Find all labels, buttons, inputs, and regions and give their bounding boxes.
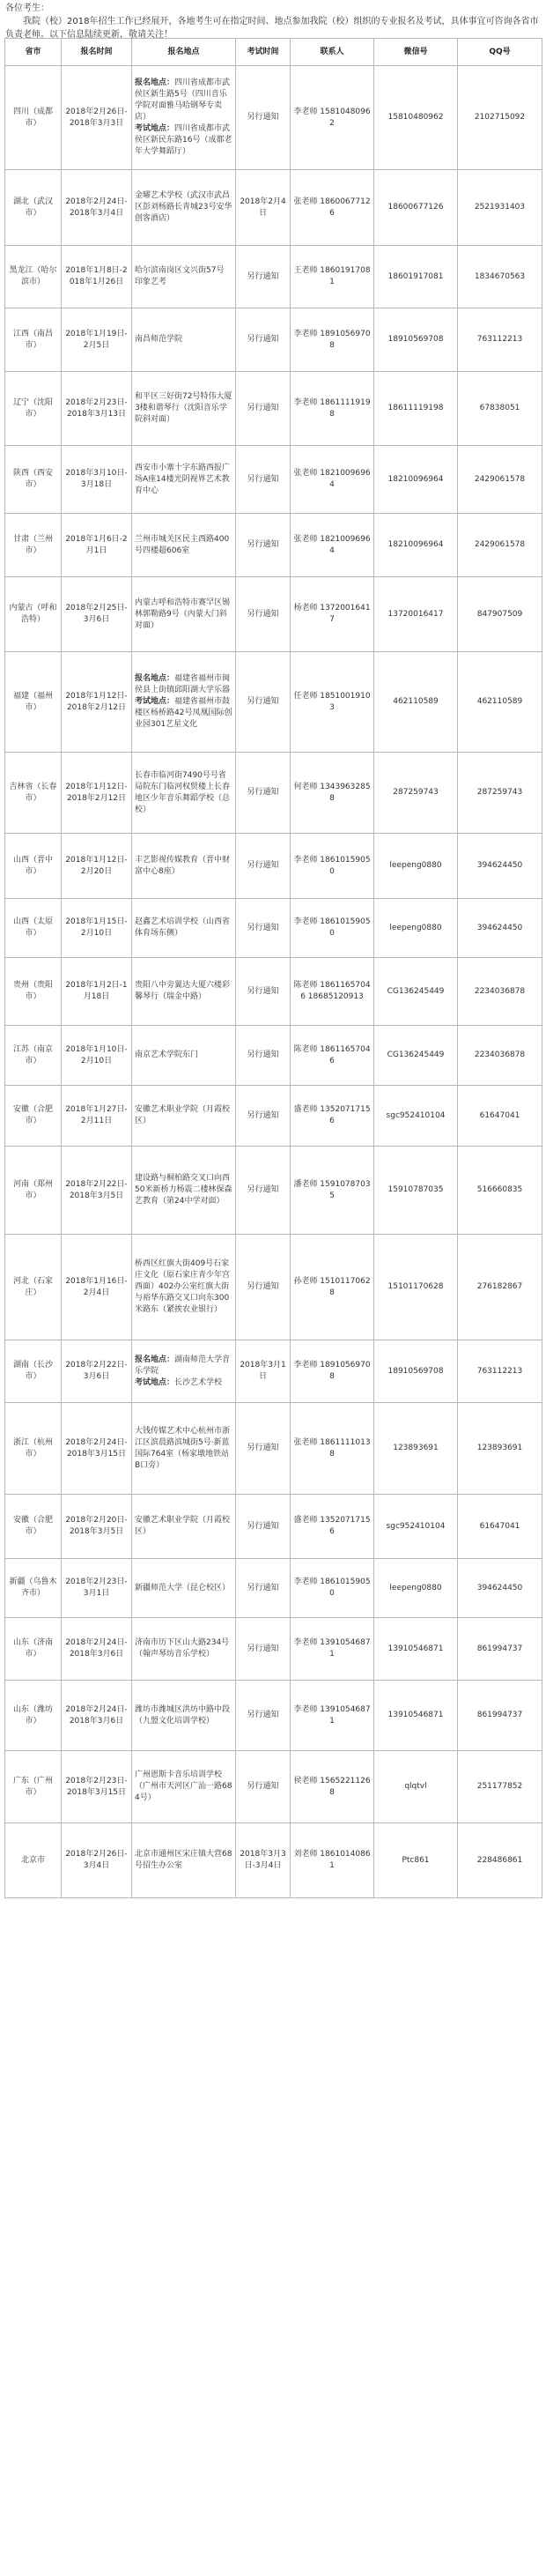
cell-city: 贵州（贵阳市）	[5, 958, 62, 1026]
cell-qq: 394624450	[458, 834, 542, 899]
address-text: 大钱传媒艺术中心杭州市浙江区滨晨路滨城街5号·新蓝国际764室（杨家墩地铁站B口旁）	[135, 1426, 231, 1470]
cell-reg-time: 2018年1月12日-2月20日	[62, 834, 132, 899]
cell-city: 甘肃（兰州市）	[5, 514, 62, 577]
cell-reg-place	[132, 1086, 236, 1147]
cell-city: 湖南（长沙市）	[5, 1340, 62, 1403]
address-text: 长春市临河街7490号号省局院东门临河权贸楼上长春地区少年音乐舞蹈学校（总校）	[135, 770, 231, 814]
cell-qq: 847907509	[458, 577, 542, 652]
cell-exam-time: 另行通知	[236, 1403, 291, 1495]
table-row	[5, 577, 542, 652]
cell-qq: 861994737	[458, 1681, 542, 1751]
address-line	[135, 917, 232, 939]
address-line	[135, 673, 232, 696]
cell-reg-place	[132, 958, 236, 1026]
header-city: 省市	[5, 39, 62, 66]
table-row	[5, 958, 542, 1026]
cell-qq: 228486861	[458, 1823, 542, 1898]
table-row	[5, 66, 542, 170]
cell-reg-time: 2018年1月12日-2018年2月12日	[62, 753, 132, 834]
cell-reg-place	[132, 834, 236, 899]
cell-reg-time: 2018年2月23日-3月1日	[62, 1559, 132, 1618]
address-line	[135, 1173, 232, 1207]
cell-wechat: 13910546871	[374, 1681, 458, 1751]
cell-reg-time: 2018年1月16日-2月4日	[62, 1235, 132, 1340]
table-row	[5, 1823, 542, 1898]
cell-contact: 张老师 18210096964	[291, 446, 374, 514]
cell-wechat: 18910569708	[374, 1340, 458, 1403]
address-text: 安徽艺术职业学院（月霞校区）	[135, 1516, 231, 1536]
cell-reg-time: 2018年1月10日-2月10日	[62, 1026, 132, 1086]
cell-reg-place	[132, 1403, 236, 1495]
cell-reg-time: 2018年2月24日-2018年3月6日	[62, 1681, 132, 1751]
cell-reg-place	[132, 446, 236, 514]
cell-city: 四川（成都市）	[5, 66, 62, 170]
cell-reg-time: 2018年2月24日-2018年3月6日	[62, 1618, 132, 1681]
cell-qq: 394624450	[458, 1559, 542, 1618]
cell-wechat: sgc952410104	[374, 1086, 458, 1147]
cell-contact: 任老师 18510019103	[291, 652, 374, 753]
table-row	[5, 753, 542, 834]
cell-reg-place	[132, 577, 236, 652]
address-line	[135, 598, 232, 632]
address-line	[135, 1377, 232, 1389]
cell-qq: 287259743	[458, 753, 542, 834]
address-text: 丰艺影视传媒教育（晋中财富中心8座）	[135, 855, 231, 876]
address-text: 湖南师范大学音乐学院	[135, 1355, 231, 1376]
address-line	[135, 855, 232, 878]
cell-reg-place	[132, 899, 236, 958]
cell-exam-time: 另行通知	[236, 66, 291, 170]
cell-exam-time: 另行通知	[236, 1681, 291, 1751]
cell-qq: 61647041	[458, 1086, 542, 1147]
address-text: 内蒙古呼和浩特市赛罕区锡林郭勒路9号（內蒙大门斜对面）	[135, 598, 231, 630]
cell-city: 北京市	[5, 1823, 62, 1898]
address-label: 报名地点：	[135, 1355, 175, 1364]
address-line	[135, 1258, 232, 1316]
cell-city: 黑龙江（哈尔滨市）	[5, 246, 62, 308]
cell-qq: 2429061578	[458, 446, 542, 514]
cell-exam-time: 另行通知	[236, 577, 291, 652]
cell-exam-time: 另行通知	[236, 1618, 291, 1681]
cell-contact: 李老师 18610159050	[291, 899, 374, 958]
address-text: 西安市小寨十字东路西报广场A座14楼光阴视界艺术教育中心	[135, 463, 231, 495]
cell-reg-time: 2018年2月22日-2018年3月5日	[62, 1147, 132, 1235]
table-row	[5, 652, 542, 753]
table-row	[5, 1403, 542, 1495]
cell-city: 山西（晋中市）	[5, 834, 62, 899]
cell-wechat: leepeng0880	[374, 899, 458, 958]
cell-wechat: 18600677126	[374, 170, 458, 246]
cell-exam-time: 2018年2月4日	[236, 170, 291, 246]
cell-reg-time: 2018年1月12日-2018年2月12日	[62, 652, 132, 753]
cell-contact: 陈老师 18611657046	[291, 1026, 374, 1086]
address-line	[135, 190, 232, 225]
cell-city: 安徽（合肥市）	[5, 1086, 62, 1147]
table-row	[5, 1147, 542, 1235]
cell-city: 安徽（合肥市）	[5, 1495, 62, 1559]
cell-wechat: 15101170628	[374, 1235, 458, 1340]
cell-contact: 李老师 18610159050	[291, 1559, 374, 1618]
table-row	[5, 1235, 542, 1340]
address-label: 考试地点：	[135, 1377, 175, 1387]
cell-city: 内蒙古（呼和浩特）	[5, 577, 62, 652]
cell-wechat: Ptc861	[374, 1823, 458, 1898]
table-row	[5, 308, 542, 372]
table-header-row	[5, 39, 542, 66]
address-text: 和平区三好街72号特伟大厦3楼和谐琴行（沈阳音乐学院斜对面）	[135, 392, 232, 424]
cell-contact: 张老师 18210096964	[291, 514, 374, 577]
address-text: 南昌师范学院	[135, 335, 183, 344]
cell-contact: 盛老师 13520717156	[291, 1086, 374, 1147]
cell-reg-time: 2018年3月10日-3月18日	[62, 446, 132, 514]
table-row	[5, 1026, 542, 1086]
table-row	[5, 1495, 542, 1559]
header-wechat: 微信号	[374, 39, 458, 66]
cell-exam-time: 另行通知	[236, 1235, 291, 1340]
cell-reg-place	[132, 1495, 236, 1559]
address-line	[135, 265, 232, 288]
address-text: 福建省福州市鼓楼区杨桥路42号凤凰国际创业园301艺星文化	[135, 697, 232, 729]
cell-city: 江苏（南京市）	[5, 1026, 62, 1086]
cell-contact: 李老师 18910569708	[291, 1340, 374, 1403]
cell-reg-time: 2018年2月24日-2018年3月15日	[62, 1403, 132, 1495]
cell-city: 浙江（杭州市）	[5, 1403, 62, 1495]
address-line	[135, 1583, 232, 1594]
address-text: 济南市历下区山大路234号（翰声琴坊音乐学校）	[135, 1638, 230, 1659]
cell-qq: 123893691	[458, 1403, 542, 1495]
cell-reg-place	[132, 308, 236, 372]
cell-exam-time: 另行通知	[236, 308, 291, 372]
cell-contact: 杨老师 13720016417	[291, 577, 374, 652]
address-line	[135, 1770, 232, 1804]
cell-exam-time: 另行通知	[236, 753, 291, 834]
address-line	[135, 1050, 232, 1061]
cell-wechat: 15910787035	[374, 1147, 458, 1235]
address-text: 金曜艺术学校（武汉市武昌区彭刘杨路长青城23号安华创客酒店）	[135, 191, 232, 223]
cell-city: 福建（福州市）	[5, 652, 62, 753]
table-row	[5, 1559, 542, 1618]
address-text: 建设路与桐柏路交叉口向西50米新桥力杨震二楼林保森艺教育（第24中学对面）	[135, 1174, 232, 1206]
table-row	[5, 899, 542, 958]
address-text: 贵阳八中旁翼达大厦六楼彩馨琴行（瑞金中路）	[135, 981, 231, 1001]
cell-exam-time: 另行通知	[236, 446, 291, 514]
cell-wechat: qlqtvl	[374, 1751, 458, 1823]
cell-contact: 何老师 13439632858	[291, 753, 374, 834]
recruitment-table	[4, 38, 542, 1898]
cell-contact: 李老师 18910569708	[291, 308, 374, 372]
cell-reg-place	[132, 1340, 236, 1403]
address-line	[135, 1104, 232, 1127]
cell-reg-time: 2018年1月8日-2018年1月26日	[62, 246, 132, 308]
table-row	[5, 170, 542, 246]
table-row	[5, 446, 542, 514]
cell-exam-time: 另行通知	[236, 1086, 291, 1147]
cell-qq: 394624450	[458, 899, 542, 958]
address-line	[135, 1515, 232, 1538]
cell-exam-time: 另行通知	[236, 246, 291, 308]
cell-wechat: 13910546871	[374, 1618, 458, 1681]
cell-reg-time: 2018年2月22日-3月6日	[62, 1340, 132, 1403]
cell-qq: 861994737	[458, 1618, 542, 1681]
address-text: 兰州市城关区民主西路400号四楼超606室	[135, 534, 230, 555]
cell-reg-place	[132, 1235, 236, 1340]
address-text: 四川省成都市武侯区新生路5号（四川音乐学院对面雅马哈钢琴专卖店）	[135, 78, 231, 122]
cell-qq: 67838051	[458, 372, 542, 446]
cell-wechat: leepeng0880	[374, 1559, 458, 1618]
address-text: 新疆师范大学（昆仑校区）	[135, 1583, 231, 1592]
cell-reg-time: 2018年2月23日-2018年3月13日	[62, 372, 132, 446]
cell-exam-time: 另行通知	[236, 1559, 291, 1618]
address-text: 广州恩斯卡音乐培训学校（广州市天河区广汕一路684号）	[135, 1771, 232, 1802]
address-line	[135, 1426, 232, 1472]
cell-contact: 盛老师 13520717156	[291, 1495, 374, 1559]
cell-reg-place	[132, 1751, 236, 1823]
address-line	[135, 1355, 232, 1377]
address-line	[135, 534, 232, 557]
cell-contact: 王老师 18601917081	[291, 246, 374, 308]
cell-qq: 2429061578	[458, 514, 542, 577]
cell-wechat: 13720016417	[374, 577, 458, 652]
cell-wechat: leepeng0880	[374, 834, 458, 899]
cell-contact: 张老师 18611110138	[291, 1403, 374, 1495]
cell-contact: 李老师 18610159050	[291, 834, 374, 899]
cell-contact: 陈老师 18611657046 18685120913	[291, 958, 374, 1026]
address-line	[135, 980, 232, 1003]
cell-qq: 2234036878	[458, 958, 542, 1026]
table-row	[5, 1086, 542, 1147]
intro-body: 我院（校）2018年招生工作已经展开，各地考生可在指定时间、地点参加我院（校）组织的专业报名及考试，具体事宜可咨询各省市负责老师。以下信息陆续更新，敬请关注！	[5, 17, 539, 40]
address-text: 四川省成都市武侯区新民东路16号（成都老年大学舞蹈厅）	[135, 124, 232, 156]
table-row	[5, 1340, 542, 1403]
cell-exam-time: 另行通知	[236, 514, 291, 577]
header-contact: 联系人	[291, 39, 374, 66]
cell-reg-place	[132, 652, 236, 753]
cell-reg-place	[132, 66, 236, 170]
table-row	[5, 834, 542, 899]
cell-wechat: CG136245449	[374, 958, 458, 1026]
cell-reg-time: 2018年2月23日-2018年3月15日	[62, 1751, 132, 1823]
cell-wechat: CG136245449	[374, 1026, 458, 1086]
cell-qq: 276182867	[458, 1235, 542, 1340]
table-row	[5, 1681, 542, 1751]
cell-contact: 李老师 15810480962	[291, 66, 374, 170]
address-text: 北京市通州区宋庄镇大营68号招生办公室	[135, 1850, 232, 1870]
cell-reg-place	[132, 372, 236, 446]
address-line	[135, 1849, 232, 1872]
cell-city: 湖北（武汉市）	[5, 170, 62, 246]
cell-wechat: 287259743	[374, 753, 458, 834]
address-label: 考试地点：	[135, 124, 175, 133]
cell-city: 山西（太原市）	[5, 899, 62, 958]
cell-contact: 李老师 18611119198	[291, 372, 374, 446]
address-text: 长沙艺术学校	[174, 1377, 223, 1387]
cell-qq: 763112213	[458, 1340, 542, 1403]
cell-reg-place	[132, 246, 236, 308]
intro	[0, 0, 546, 38]
cell-qq: 251177852	[458, 1751, 542, 1823]
cell-reg-time: 2018年2月26日-2018年3月3日	[62, 66, 132, 170]
address-line	[135, 696, 232, 731]
cell-qq: 2234036878	[458, 1026, 542, 1086]
cell-contact: 孙老师 15101170628	[291, 1235, 374, 1340]
cell-exam-time: 另行通知	[236, 1147, 291, 1235]
cell-qq: 1834670563	[458, 246, 542, 308]
cell-wechat: sgc952410104	[374, 1495, 458, 1559]
cell-contact: 李老师 13910546871	[291, 1681, 374, 1751]
table-row	[5, 1618, 542, 1681]
cell-reg-place	[132, 1681, 236, 1751]
cell-exam-time: 另行通知	[236, 958, 291, 1026]
cell-reg-place	[132, 1559, 236, 1618]
cell-exam-time: 另行通知	[236, 1026, 291, 1086]
cell-wechat: 18210096964	[374, 446, 458, 514]
address-label: 报名地点：	[135, 674, 175, 683]
address-line	[135, 1637, 232, 1660]
cell-reg-time: 2018年2月20日-2018年3月5日	[62, 1495, 132, 1559]
cell-city: 山东（潍坊市）	[5, 1681, 62, 1751]
cell-contact: 潘老师 15910787035	[291, 1147, 374, 1235]
table-row	[5, 1751, 542, 1823]
cell-reg-place	[132, 1026, 236, 1086]
cell-exam-time: 2018年3月1日	[236, 1340, 291, 1403]
cell-exam-time: 另行通知	[236, 834, 291, 899]
address-text: 桥西区红旗大街409号石家庄文化（原石家庄青少年宫西面）402办公室红旗大街与裕华东路交叉口向东300米路东（紧挨农业银行）	[135, 1259, 231, 1314]
cell-qq: 462110589	[458, 652, 542, 753]
cell-exam-time: 另行通知	[236, 372, 291, 446]
address-label: 考试地点：	[135, 697, 175, 706]
cell-city: 新疆（乌鲁木齐市）	[5, 1559, 62, 1618]
address-line	[135, 78, 232, 123]
table-row	[5, 246, 542, 308]
cell-reg-place	[132, 753, 236, 834]
cell-qq: 61647041	[458, 1495, 542, 1559]
table-row	[5, 372, 542, 446]
cell-wechat: 462110589	[374, 652, 458, 753]
cell-city: 陕西（西安市）	[5, 446, 62, 514]
cell-exam-time: 另行通知	[236, 1751, 291, 1823]
cell-reg-time: 2018年2月24日-2018年3月4日	[62, 170, 132, 246]
address-line	[135, 463, 232, 497]
address-line	[135, 123, 232, 158]
cell-reg-time: 2018年1月2日-1月18日	[62, 958, 132, 1026]
address-text: 哈尔滨南岗区文兴街57号 印象艺考	[135, 266, 225, 286]
cell-city: 广东（广州市）	[5, 1751, 62, 1823]
address-line	[135, 391, 232, 426]
cell-qq: 763112213	[458, 308, 542, 372]
header-reg-place: 报名地点	[132, 39, 236, 66]
address-text: 安徽艺术职业学院（月霞校区）	[135, 1105, 231, 1125]
address-line	[135, 770, 232, 816]
cell-reg-place	[132, 1823, 236, 1898]
address-text: 潍坊市潍城区洪坊中路中段（九盟文化培训学校）	[135, 1704, 231, 1726]
address-line	[135, 334, 232, 345]
greeting: 各位考生：	[5, 4, 49, 13]
cell-reg-time: 2018年1月6日-2月1日	[62, 514, 132, 577]
cell-reg-time: 2018年2月25日-3月6日	[62, 577, 132, 652]
header-reg-time: 报名时间	[62, 39, 132, 66]
table-row	[5, 514, 542, 577]
cell-contact: 侯老师 15652211268	[291, 1751, 374, 1823]
cell-reg-time: 2018年1月15日-2月10日	[62, 899, 132, 958]
address-line	[135, 1704, 232, 1727]
cell-wechat: 15810480962	[374, 66, 458, 170]
cell-exam-time: 另行通知	[236, 1495, 291, 1559]
cell-wechat: 123893691	[374, 1403, 458, 1495]
cell-reg-place	[132, 170, 236, 246]
address-text: 赵鑫艺术培训学校（山西省体育场东侧）	[135, 917, 231, 938]
cell-city: 吉林省（长春市）	[5, 753, 62, 834]
address-label: 报名地点：	[135, 78, 175, 87]
cell-exam-time: 另行通知	[236, 899, 291, 958]
cell-qq: 516660835	[458, 1147, 542, 1235]
cell-exam-time: 2018年3月3日-3月4日	[236, 1823, 291, 1898]
cell-qq: 2521931403	[458, 170, 542, 246]
cell-contact: 刘老师 18610140861	[291, 1823, 374, 1898]
cell-reg-time: 2018年1月19日-2月5日	[62, 308, 132, 372]
cell-exam-time: 另行通知	[236, 652, 291, 753]
cell-qq: 2102715092	[458, 66, 542, 170]
cell-wechat: 18601917081	[374, 246, 458, 308]
cell-wechat: 18910569708	[374, 308, 458, 372]
cell-reg-place	[132, 1618, 236, 1681]
cell-city: 河南（郑州市）	[5, 1147, 62, 1235]
address-text: 福建省福州市闽侯县上街镇邱阳湖大学乐器	[135, 674, 231, 694]
cell-city: 辽宁（沈阳市）	[5, 372, 62, 446]
address-text: 南京艺术学院东门	[135, 1050, 199, 1059]
header-exam-time: 考试时间	[236, 39, 291, 66]
cell-reg-place	[132, 1147, 236, 1235]
cell-wechat: 18611119198	[374, 372, 458, 446]
cell-reg-place	[132, 514, 236, 577]
cell-city: 江西（南昌市）	[5, 308, 62, 372]
cell-wechat: 18210096964	[374, 514, 458, 577]
cell-contact: 张老师 18600677126	[291, 170, 374, 246]
cell-city: 山东（济南市）	[5, 1618, 62, 1681]
cell-reg-time: 2018年2月26日-3月4日	[62, 1823, 132, 1898]
header-qq: QQ号	[458, 39, 542, 66]
cell-contact: 李老师 13910546871	[291, 1618, 374, 1681]
cell-city: 河北（石家庄）	[5, 1235, 62, 1340]
cell-reg-time: 2018年1月27日-2月11日	[62, 1086, 132, 1147]
